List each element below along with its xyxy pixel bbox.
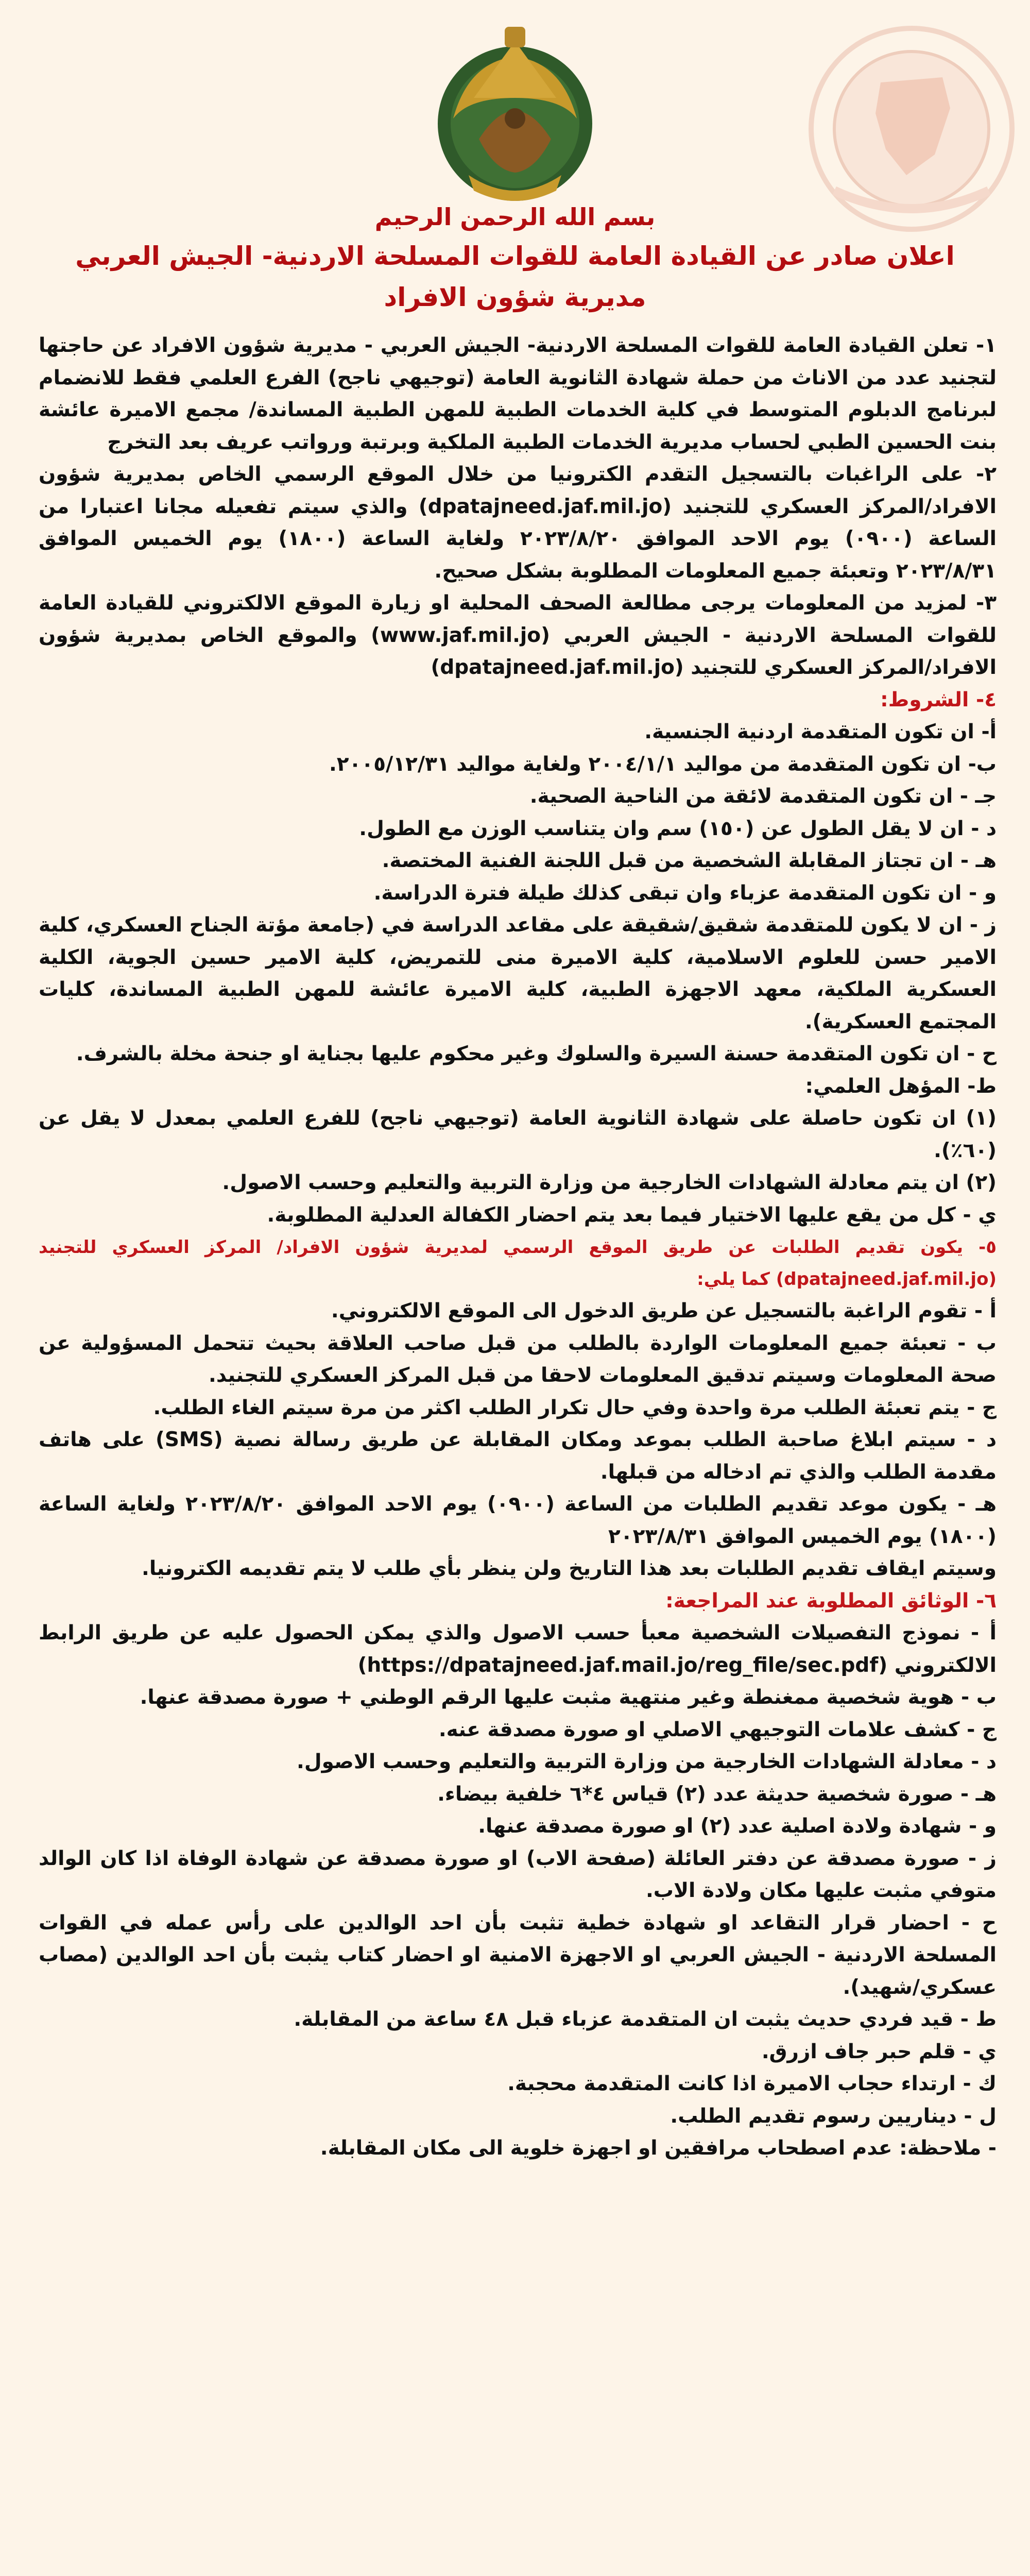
condition-item: ب- ان تكون المتقدمة من مواليد ٢٠٠٤/١/١ ولغاية مواليد ٢٠٠٥/١٢/٣١. bbox=[329, 752, 997, 776]
document-item: ز - صورة مصدقة عن دفتر العائلة (صفحة الاب) او صورة مصدقة عن شهادة الوفاة اذا كان الوالد متوفي مثبت عليها مكان ولادة الاب. bbox=[39, 1846, 997, 1902]
application-item: هـ - يكون موعد تقديم الطلبات من الساعة (٠٩٠٠) يوم الاحد الموافق ٢٠٢٣/٨/٢٠ ولغاية الساعة (١٨٠٠) يوم الخميس الموافق ٢٠٢٣/٨/٣١ bbox=[39, 1493, 997, 1548]
document-item: ج - كشف علامات التوجيهي الاصلي او صورة مصدقة عنه. bbox=[438, 1718, 997, 1741]
section-2-text: ٢- على الراغبات بالتسجيل التقدم الكترونيا من خلال الموقع الرسمي الخاص بمديرية شؤون الافراد/المركز العسكري للتجنيد (dpatajneed.jaf.mil.jo) والذي سيتم تفعيله مجانا اعتبارا من الساعة (٠٩٠٠) يوم الاحد الموافق ٢٠٢٣/٨/٢٠ ولغاية الساعة (١٨٠٠) يوم الخميس الموافق ٢٠٢٣/٨/٣١ وتعبئة جميع المعلومات المطلوبة بشكل صحيح. bbox=[39, 463, 997, 583]
basmala: بسم الله الرحمن الرحيم bbox=[374, 203, 656, 231]
announcement-title: اعلان صادر عن القيادة العامة للقوات المسلحة الاردنية- الجيش العربي bbox=[75, 241, 955, 271]
condition-item: ز - ان لا يكون للمتقدمة شقيق/شقيقة على مقاعد الدراسة في (جامعة مؤتة الجناح العسكري، كلية الامير حسن للعلوم الاسلامية، كلية الاميرة منى للتمريض، كلية الامير حسين الجوية، الكلية العسكرية الملكية، معهد الاجهزة الطبية، كلية الاميرة عائشة للمهن الطبية المساندة، كليات المجتمع العسكرية). bbox=[39, 913, 997, 1033]
condition-item: هـ - ان تجتاز المقابلة الشخصية من قبل اللجنة الفنية المختصة. bbox=[382, 849, 997, 872]
application-item: ب - تعبئة جميع المعلومات الواردة بالطلب من قبل صاحب العلاقة بحيث تتحمل المسؤولية عن صحة المعلومات وسيتم تدقيق المعلومات لاحقا من قبل المركز العسكري للتجنيد. bbox=[39, 1331, 997, 1387]
condition-item: (٢) ان يتم معادلة الشهادات الخارجية من وزارة التربية والتعليم وحسب الاصول. bbox=[222, 1171, 997, 1194]
document-item: ب - هوية شخصية ممغنطة وغير منتهية مثبت عليها الرقم الوطني + صورة مصدقة عنها. bbox=[140, 1686, 997, 1709]
application-heading bbox=[39, 1231, 997, 1295]
document-item: ح - احضار قرار التقاعد او شهادة خطية تثبت بأن احد الوالدين على رأس عمله في القوات المسلحة الاردنية - الجيش العربي او الاجهزة الامنية او احضار كتاب يثبت بأن احد الوالدين (مصاب عسكري/شهيد). bbox=[39, 1911, 997, 1999]
section-1-text: ١- تعلن القيادة العامة للقوات المسلحة الاردنية- الجيش العربي - مديرية شؤون الافراد عن حاجتها لتجنيد عدد من الاناث من حملة شهادة الثانوية العامة (توجيهي ناجح) الفرع العلمي فقط للانضمام لبرنامج الدبلوم المتوسط في كلية الخدمات الطبية للمهن الطبية المساندة/ مجمع الاميرة عائشة بنت الحسين الطبي لحساب مديرية الخدمات الطبية الملكية وبرتبة ورواتب عريف بعد التخرج bbox=[39, 334, 997, 454]
application-item: ج - يتم تعبئة الطلب مرة واحدة وفي حال تكرار الطلب اكثر من مرة سيتم الغاء الطلب. bbox=[153, 1396, 997, 1419]
announcement-subtitle: مديرية شؤون الافراد bbox=[384, 282, 646, 312]
document-item: ي - قلم حبر جاف ازرق. bbox=[761, 2040, 997, 2063]
application-heading-link: (dpatajneed.jaf.mil.jo) bbox=[776, 1269, 997, 1290]
application-heading-tail: كما يلي: bbox=[697, 1269, 770, 1290]
application-heading-text: ٥- يكون تقديم الطلبات عن طريق الموقع الرسمي لمديرية شؤون الافراد/ المركز العسكري للتجنيد bbox=[39, 1237, 997, 1258]
document-item: - ملاحظة: عدم اصطحاب مرافقين او اجهزة خلوية الى مكان المقابلة. bbox=[320, 2137, 997, 2160]
condition-item: ط- المؤهل العلمي: bbox=[805, 1074, 997, 1098]
document-item: ط - قيد فردي حديث يثبت ان المتقدمة عزباء قبل ٤٨ ساعة من المقابلة. bbox=[294, 2008, 997, 2031]
conditions-heading: ٤- الشروط: bbox=[880, 688, 997, 711]
condition-item: جـ - ان تكون المتقدمة لائقة من الناحية الصحية. bbox=[529, 785, 997, 808]
application-item: وسيتم ايقاف تقديم الطلبات بعد هذا التاريخ ولن ينظر بأي طلب لا يتم تقديمه الكترونيا. bbox=[142, 1557, 997, 1580]
document-item: هـ - صورة شخصية حديثة عدد (٢) قياس ٤*٦ خلفية بيضاء. bbox=[437, 1782, 997, 1806]
condition-item: ح - ان تكون المتقدمة حسنة السيرة والسلوك وغير محكوم عليها بجناية او جنحة مخلة بالشرف. bbox=[76, 1042, 997, 1065]
documents-heading: ٦- الوثائق المطلوبة عند المراجعة: bbox=[665, 1589, 997, 1613]
document-item: أ - نموذج التفصيلات الشخصية معبأ حسب الاصول والذي يمكن الحصول عليه عن طريق الرابط الالكتروني (https://dpatajneed.jaf.mail.jo/reg_file/sec.pdf) bbox=[39, 1621, 997, 1677]
document-item: ل - ديناريين رسوم تقديم الطلب. bbox=[670, 2104, 997, 2128]
condition-item: (١) ان تكون حاصلة على شهادة الثانوية العامة (توجيهي ناجح) للفرع العلمي بمعدل لا يقل عن (٦٠٪). bbox=[39, 1107, 997, 1162]
announcement-body bbox=[39, 330, 997, 2165]
condition-item: د - ان لا يقل الطول عن (١٥٠) سم وان يتناسب الوزن مع الطول. bbox=[359, 817, 997, 840]
section-3-text: ٣- لمزيد من المعلومات يرجى مطالعة الصحف المحلية او زيارة الموقع الالكتروني للقيادة العامة للقوات المسلحة الاردنية - الجيش العربي (www.jaf.mil.jo) والموقع الخاص بمديرية شؤون الافراد/المركز العسكري للتجنيد (dpatajneed.jaf.mil.jo) bbox=[39, 591, 997, 679]
announcement-header bbox=[41, 198, 989, 318]
application-item: أ - تقوم الراغبة بالتسجيل عن طريق الدخول الى الموقع الالكتروني. bbox=[331, 1299, 997, 1323]
application-item: د - سيتم ابلاغ صاحبة الطلب بموعد ومكان المقابلة عن طريق رسالة نصية (SMS) على هاتف مقدمة الطلب والذي تم ادخاله من قبلها. bbox=[39, 1428, 997, 1484]
jordan-armed-forces-emblem-icon bbox=[417, 21, 613, 211]
document-item: و - شهادة ولادة اصلية عدد (٢) او صورة مصدقة عنها. bbox=[478, 1815, 997, 1838]
document-item: ك - ارتداء حجاب الاميرة اذا كانت المتقدمة محجبة. bbox=[507, 2072, 997, 2095]
condition-item: أ- ان تكون المتقدمة اردنية الجنسية. bbox=[644, 720, 997, 743]
condition-item: و - ان تكون المتقدمة عزباء وان تبقى كذلك طيلة فترة الدراسة. bbox=[373, 881, 997, 905]
condition-item: ي - كل من يقع عليها الاختيار فيما بعد يتم احضار الكفالة العدلية المطلوبة. bbox=[267, 1203, 997, 1227]
document-item: د - معادلة الشهادات الخارجية من وزارة التربية والتعليم وحسب الاصول. bbox=[297, 1750, 997, 1773]
